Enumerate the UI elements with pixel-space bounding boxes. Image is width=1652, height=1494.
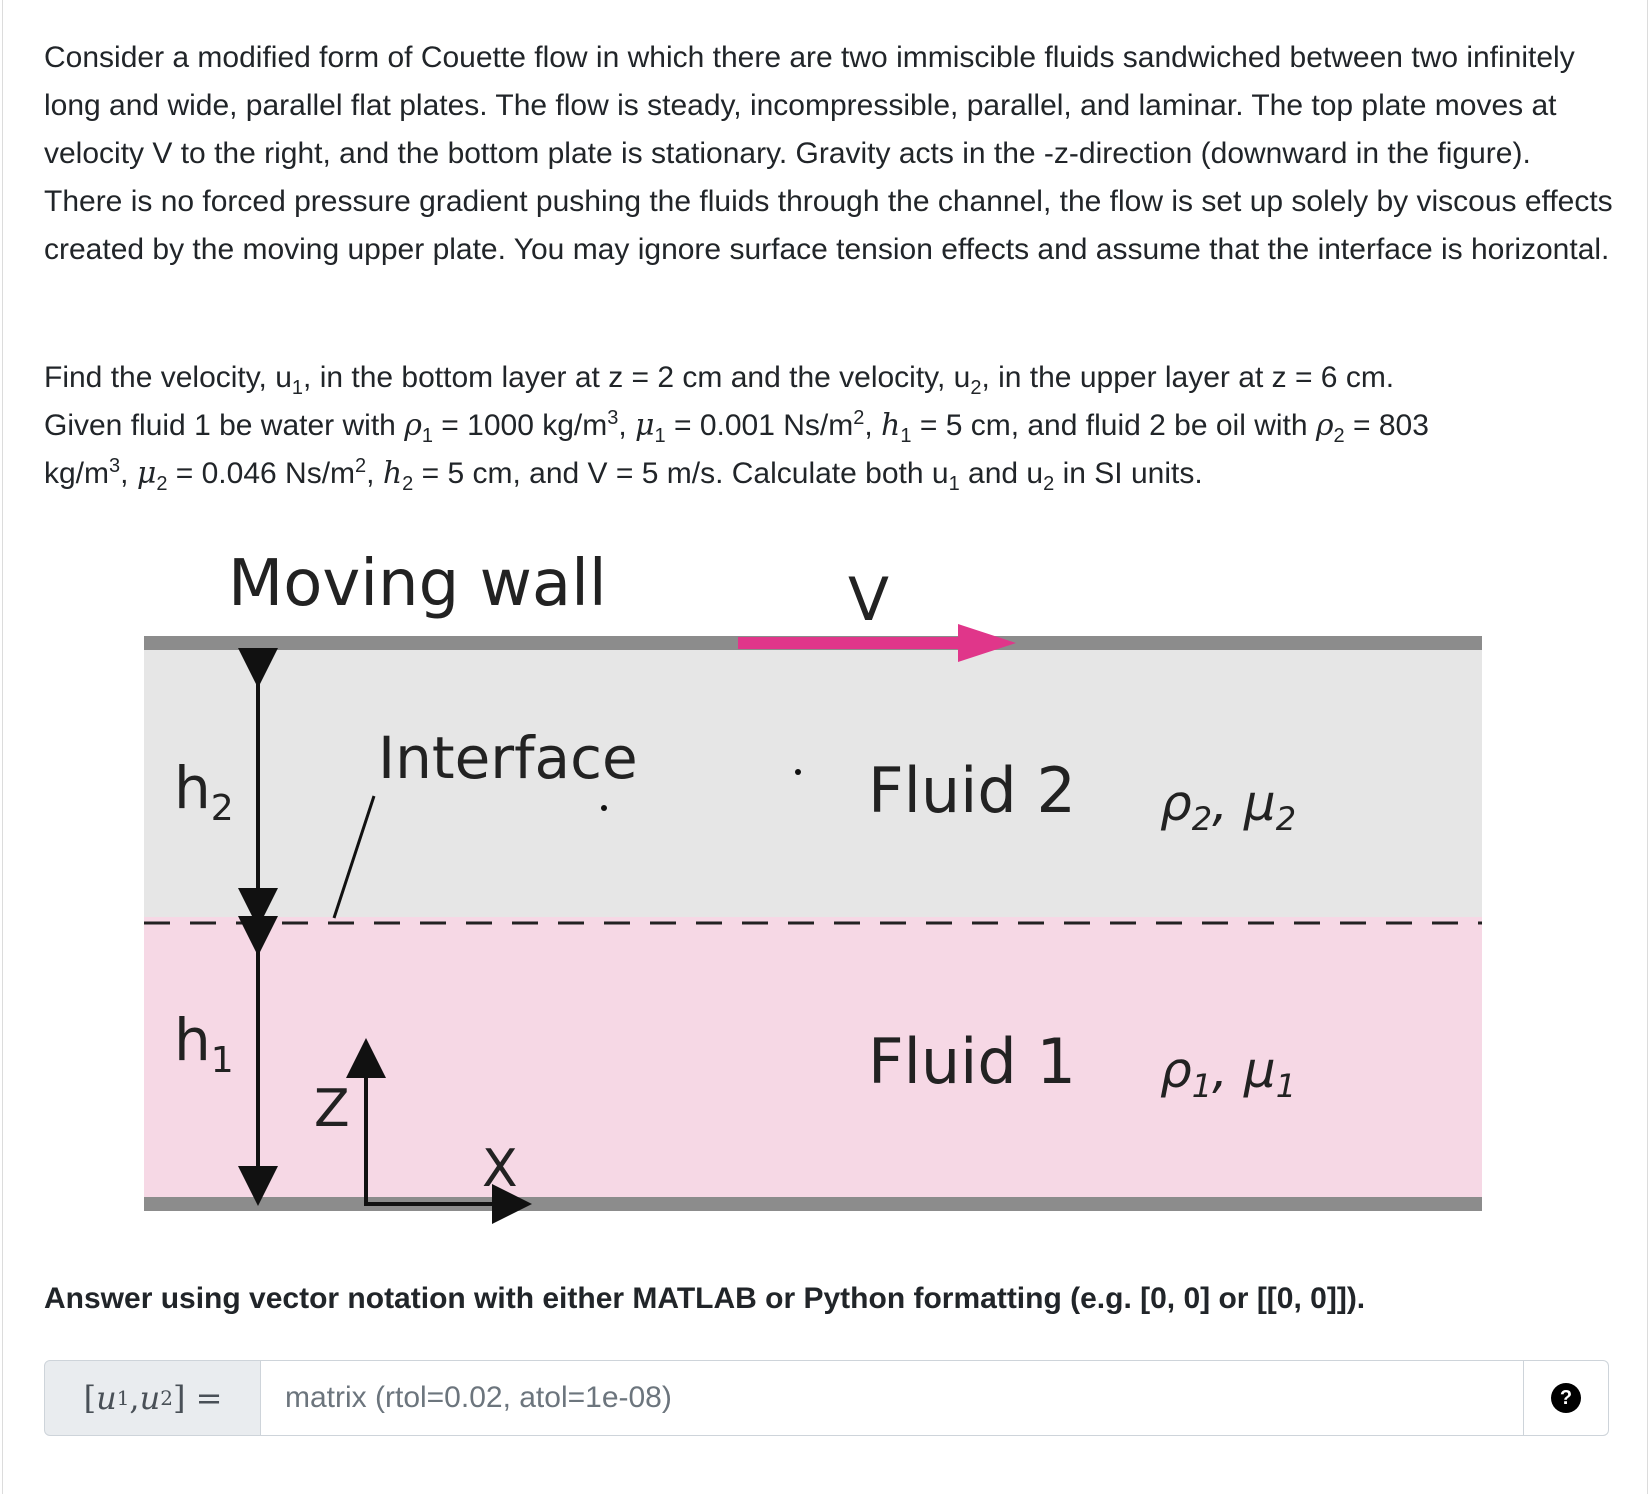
fluid2-properties: $\rho_2$, $\mu_2$ [1160, 774, 1297, 838]
velocity-label: V [848, 565, 890, 635]
fluid1-layer [144, 917, 1482, 1204]
fluid2-layer [144, 643, 1482, 917]
help-button[interactable] [1524, 1360, 1609, 1436]
z-axis-label: Z [314, 1079, 350, 1139]
bottom-plate [144, 1197, 1482, 1211]
fluid1-properties: $\rho_1$, $\mu_1$ [1160, 1041, 1297, 1105]
speck-dot [795, 769, 801, 775]
problem-given-values: Find the velocity, $u_1$, in the bottom layer at z = 2 cm and the velocity, $u_2$, in the upper layer at z = 6 cm. Given fluid 1 be water with $\rho_1 = 1000$ $kg/m^3$, $\mu_1 = 0.001$ $Ns/m^2$, $h_1 = 5$ cm, and fluid 2 be oil with $\rho_2 = 803$ $kg/m^3$, $\mu_2 = 0.046$ $Ns/m^2$, $h_2 = 5$ cm, and V = 5 m/s. Calculate both $u_1$ and $u_2$ in SI units. [44, 361, 1429, 495]
speck-dot [601, 805, 607, 811]
problem-statement: Consider a modified form of Couette flow in which there are two immiscible fluids sandwiched between two infinitely long and wide, parallel flat plates. The flow is steady, incompressible, parallel, and laminar. The top plate moves at velocity V to the right, and the bottom plate is stationary. Gravity acts in the -z-direction (downward in the figure). There is no forced pressure gradient pushing the fluids through the channel, the flow is set up solely by viscous effects created by the moving upper plate. You may ignore surface tension effects and assume that the interface is horizontal. [44, 41, 1613, 266]
answer-input-group [44, 1360, 1610, 1436]
h1-label: $h_1$ [174, 1006, 234, 1081]
h2-label: $h_2$ [174, 754, 234, 829]
answer-input[interactable] [260, 1360, 1524, 1436]
moving-wall-label: Moving wall [228, 547, 607, 621]
fluid1-label: Fluid 1 [868, 1025, 1076, 1098]
fluid2-label: Fluid 2 [868, 754, 1076, 827]
interface-label: Interface [378, 724, 638, 792]
answer-format-note: Answer using vector notation with either MATLAB or Python formatting (e.g. [0, 0] or [[0, 0]]). [44, 1282, 1366, 1315]
x-axis-label: X [482, 1139, 518, 1199]
answer-variable-label: [ u 1 , u 2 ] = [44, 1360, 262, 1436]
help-icon: ? [1551, 1383, 1581, 1413]
